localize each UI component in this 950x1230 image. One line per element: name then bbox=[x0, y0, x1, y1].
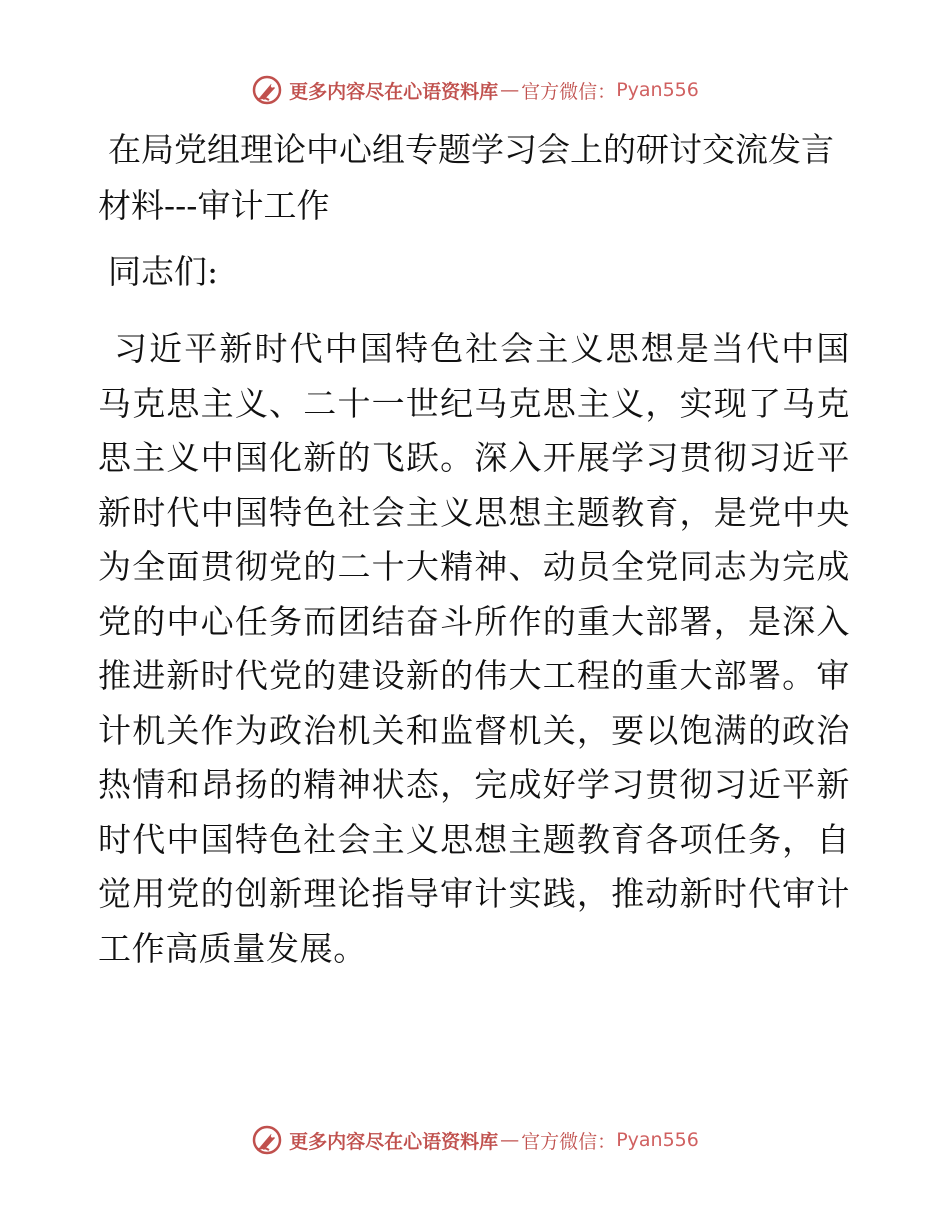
banner-separator: — bbox=[500, 79, 520, 101]
pen-nib-logo-icon bbox=[251, 1124, 283, 1156]
footer-brand: 更多内容尽在心语资料库 bbox=[289, 1130, 499, 1153]
banner-brand: 更多内容尽在心语资料库 bbox=[289, 80, 499, 103]
footer-separator: — bbox=[500, 1129, 520, 1151]
footer-wechat-label: 官方微信： bbox=[521, 1130, 617, 1153]
document-title: 在局党组理论中心组专题学习会上的研讨交流发言材料---审计工作 bbox=[98, 130, 834, 225]
banner-wechat-id: Pyan556 bbox=[616, 79, 699, 101]
greeting: 同志们: bbox=[108, 252, 219, 291]
pen-nib-logo-icon bbox=[251, 74, 283, 106]
document-body bbox=[98, 122, 850, 976]
banner-wechat-label: 官方微信： bbox=[521, 80, 617, 103]
footer-banner bbox=[0, 1120, 950, 1160]
header-banner bbox=[0, 70, 950, 110]
paragraph: 习近平新时代中国特色社会主义思想是当代中国马克思主义、二十一世纪马克思主义，实现了马克思主义中国化新的飞跃。深入开展学习贯彻习近平新时代中国特色社会主义思想主题教育，是党中央为全面贯彻党的二十大精神、动员全党同志为完成党的中心任务而团结奋斗所作的重大部署，是深入推进新时代党的建设新的伟大工程的重大部署。审计机关作为政治机关和监督机关，要以饱满的政治热情和昂扬的精神状态，完成好学习贯彻习近平新时代中国特色社会主义思想主题教育各项任务，自觉用党的创新理论指导审计实践，推动新时代审计工作高质量发展。 bbox=[98, 329, 850, 968]
footer-wechat-id: Pyan556 bbox=[616, 1129, 699, 1151]
